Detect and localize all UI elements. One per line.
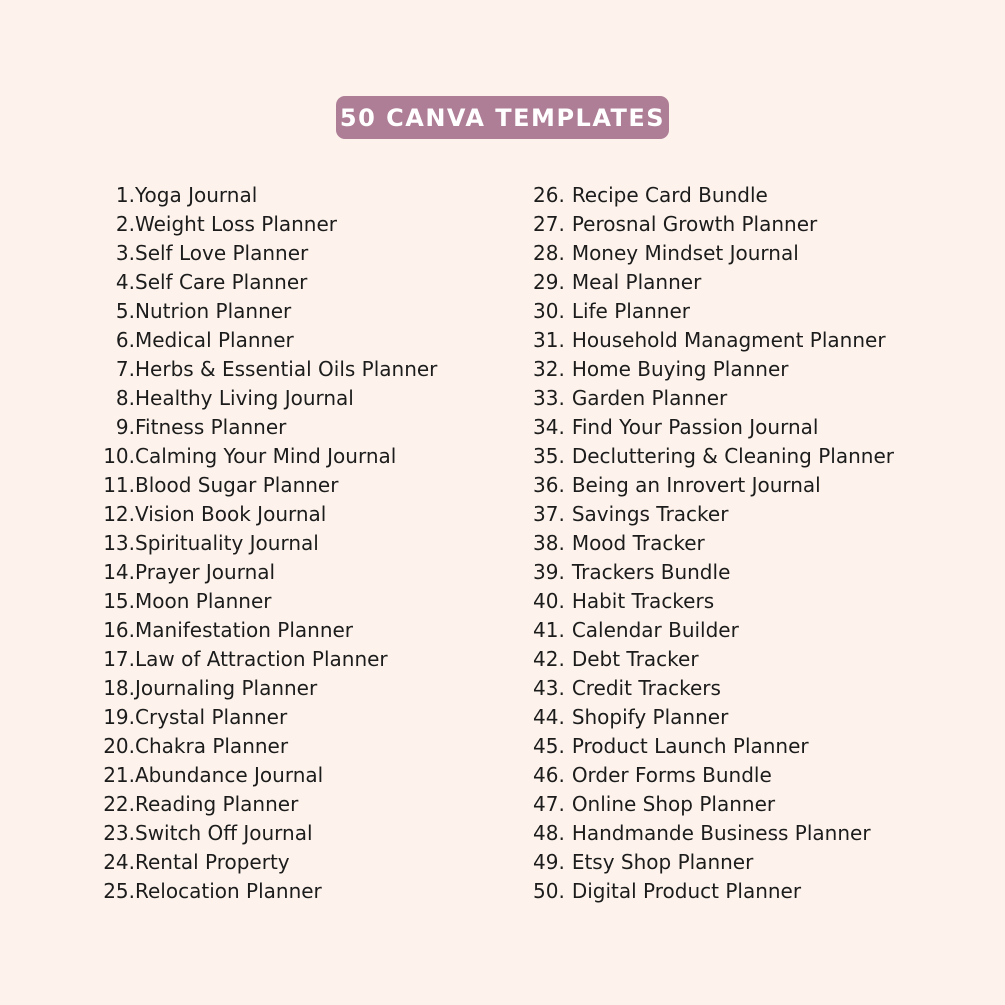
list-item: [533, 761, 894, 790]
list-item-label: Online Shop Planner: [571, 792, 776, 816]
list-item-label: Calming Your Mind Journal: [135, 444, 397, 468]
list-item-number: 24.: [103, 850, 135, 874]
list-item: [533, 355, 894, 384]
list-item: [533, 326, 894, 355]
list-item-number: 7.: [115, 357, 135, 381]
list-item-number: 23.: [103, 821, 135, 845]
list-item-number: 27.: [533, 212, 565, 236]
list-item-label: Shopify Planner: [571, 705, 729, 729]
list-item: [100, 413, 437, 442]
list-item-number: 42.: [533, 647, 565, 671]
list-item-label: Trackers Bundle: [571, 560, 731, 584]
list-item-number: 31.: [533, 328, 565, 352]
list-item: [533, 848, 894, 877]
list-item: [100, 268, 437, 297]
list-item-label: Handmande Business Planner: [571, 821, 871, 845]
list-item-number: 13.: [103, 531, 135, 555]
list-item: [533, 210, 894, 239]
list-item-label: Home Buying Planner: [571, 357, 789, 381]
list-item-label: Debt Tracker: [571, 647, 699, 671]
list-item-label: Mood Tracker: [571, 531, 705, 555]
list-item-number: 15.: [103, 589, 135, 613]
list-item-label: Rental Property: [135, 850, 290, 874]
list-item-number: 20.: [103, 734, 135, 758]
list-item: [100, 616, 437, 645]
list-item: [100, 181, 437, 210]
list-item: [100, 761, 437, 790]
list-item: [533, 877, 894, 906]
list-item-label: Meal Planner: [571, 270, 702, 294]
list-item-label: Prayer Journal: [135, 560, 276, 584]
list-item-number: 16.: [103, 618, 135, 642]
list-item-label: Habit Trackers: [571, 589, 715, 613]
list-item-number: 30.: [533, 299, 565, 323]
list-item-label: Journaling Planner: [135, 676, 318, 700]
list-item-label: Crystal Planner: [135, 705, 288, 729]
list-item: [100, 848, 437, 877]
list-item-label: Spirituality Journal: [135, 531, 319, 555]
list-item-number: 49.: [533, 850, 565, 874]
list-item: [533, 558, 894, 587]
list-item-label: Blood Sugar Planner: [135, 473, 339, 497]
list-item-number: 35.: [533, 444, 565, 468]
list-item-number: 21.: [103, 763, 135, 787]
list-item-label: Manifestation Planner: [135, 618, 354, 642]
list-item-number: 47.: [533, 792, 565, 816]
list-item: [100, 471, 437, 500]
list-item-label: Vision Book Journal: [135, 502, 327, 526]
list-item-number: 9.: [115, 415, 135, 439]
list-item: [100, 819, 437, 848]
list-item-label: Self Love Planner: [135, 241, 309, 265]
list-item-number: 22.: [103, 792, 135, 816]
list-item-number: 50.: [533, 879, 565, 903]
list-item: [533, 819, 894, 848]
list-item-label: Product Launch Planner: [571, 734, 809, 758]
list-item-label: Etsy Shop Planner: [571, 850, 754, 874]
list-item-label: Recipe Card Bundle: [571, 183, 768, 207]
list-item: [533, 297, 894, 326]
list-item: [533, 674, 894, 703]
template-list-left: [100, 181, 437, 906]
list-item: [100, 210, 437, 239]
list-item-label: Money Mindset Journal: [571, 241, 799, 265]
list-item-label: Abundance Journal: [135, 763, 324, 787]
list-item: [100, 442, 437, 471]
list-item-number: 6.: [115, 328, 135, 352]
list-item-label: Perosnal Growth Planner: [571, 212, 818, 236]
list-item: [100, 587, 437, 616]
list-item-label: Garden Planner: [571, 386, 728, 410]
list-item-number: 32.: [533, 357, 565, 381]
list-item-label: Calendar Builder: [571, 618, 739, 642]
list-item: [533, 239, 894, 268]
list-item-number: 34.: [533, 415, 565, 439]
list-item-label: Yoga Journal: [135, 183, 258, 207]
list-item: [100, 558, 437, 587]
page-title: 50 CANVA TEMPLATES: [339, 103, 666, 132]
list-item: [533, 790, 894, 819]
list-item-number: 11.: [103, 473, 135, 497]
list-item-label: Healthy Living Journal: [135, 386, 354, 410]
list-item-number: 46.: [533, 763, 565, 787]
list-item-number: 8.: [115, 386, 135, 410]
title-badge: [336, 96, 669, 139]
list-item-label: Switch Off Journal: [135, 821, 313, 845]
list-item-number: 29.: [533, 270, 565, 294]
list-item: [100, 297, 437, 326]
list-item: [533, 703, 894, 732]
list-item: [533, 645, 894, 674]
list-item-number: 3.: [115, 241, 135, 265]
list-item: [533, 413, 894, 442]
list-item-number: 40.: [533, 589, 565, 613]
list-item-number: 44.: [533, 705, 565, 729]
list-item-label: Herbs & Essential Oils Planner: [135, 357, 438, 381]
list-item-number: 36.: [533, 473, 565, 497]
list-item-number: 45.: [533, 734, 565, 758]
list-item-number: 28.: [533, 241, 565, 265]
list-item: [533, 732, 894, 761]
list-item: [533, 471, 894, 500]
list-item-number: 48.: [533, 821, 565, 845]
list-item: [100, 529, 437, 558]
list-item-number: 19.: [103, 705, 135, 729]
list-item: [100, 732, 437, 761]
list-item-number: 33.: [533, 386, 565, 410]
list-item-label: Weight Loss Planner: [135, 212, 338, 236]
list-item-label: Order Forms Bundle: [571, 763, 772, 787]
list-item-label: Household Managment Planner: [571, 328, 886, 352]
list-item-label: Relocation Planner: [135, 879, 322, 903]
list-item: [533, 268, 894, 297]
list-item: [533, 384, 894, 413]
list-item: [533, 181, 894, 210]
list-item-label: Nutrion Planner: [135, 299, 292, 323]
list-item-number: 43.: [533, 676, 565, 700]
list-item: [100, 877, 437, 906]
list-item-label: Life Planner: [571, 299, 690, 323]
list-item-label: Self Care Planner: [135, 270, 308, 294]
list-item: [100, 674, 437, 703]
list-item-label: Moon Planner: [135, 589, 272, 613]
list-item-label: Being an Inrovert Journal: [571, 473, 821, 497]
list-item: [100, 703, 437, 732]
list-item: [100, 500, 437, 529]
list-item: [100, 239, 437, 268]
list-item-number: 26.: [533, 183, 565, 207]
list-item: [533, 500, 894, 529]
list-item-number: 37.: [533, 502, 565, 526]
list-item-number: 2.: [115, 212, 135, 236]
list-item-label: Credit Trackers: [571, 676, 721, 700]
list-item-number: 38.: [533, 531, 565, 555]
list-item-label: Chakra Planner: [135, 734, 289, 758]
list-item: [533, 587, 894, 616]
list-item: [100, 326, 437, 355]
list-item-label: Medical Planner: [135, 328, 294, 352]
list-item: [533, 442, 894, 471]
list-item: [100, 355, 437, 384]
list-item-number: 12.: [103, 502, 135, 526]
list-item-number: 4.: [115, 270, 135, 294]
list-item-number: 17.: [103, 647, 135, 671]
list-item-number: 1.: [115, 183, 135, 207]
list-item: [533, 529, 894, 558]
list-item-label: Digital Product Planner: [571, 879, 802, 903]
list-item-number: 39.: [533, 560, 565, 584]
list-item: [533, 616, 894, 645]
list-item-number: 10.: [103, 444, 135, 468]
list-item: [100, 384, 437, 413]
list-item-number: 14.: [103, 560, 135, 584]
list-item-label: Find Your Passion Journal: [571, 415, 819, 439]
list-item: [100, 645, 437, 674]
list-item-label: Fitness Planner: [135, 415, 287, 439]
list-item: [100, 790, 437, 819]
list-item-number: 25.: [103, 879, 135, 903]
list-item-number: 41.: [533, 618, 565, 642]
list-item-number: 18.: [103, 676, 135, 700]
list-item-label: Decluttering & Cleaning Planner: [571, 444, 894, 468]
list-item-label: Law of Attraction Planner: [135, 647, 388, 671]
list-item-label: Savings Tracker: [571, 502, 729, 526]
list-item-label: Reading Planner: [135, 792, 299, 816]
list-item-number: 5.: [115, 299, 135, 323]
template-list-right: [533, 181, 894, 906]
